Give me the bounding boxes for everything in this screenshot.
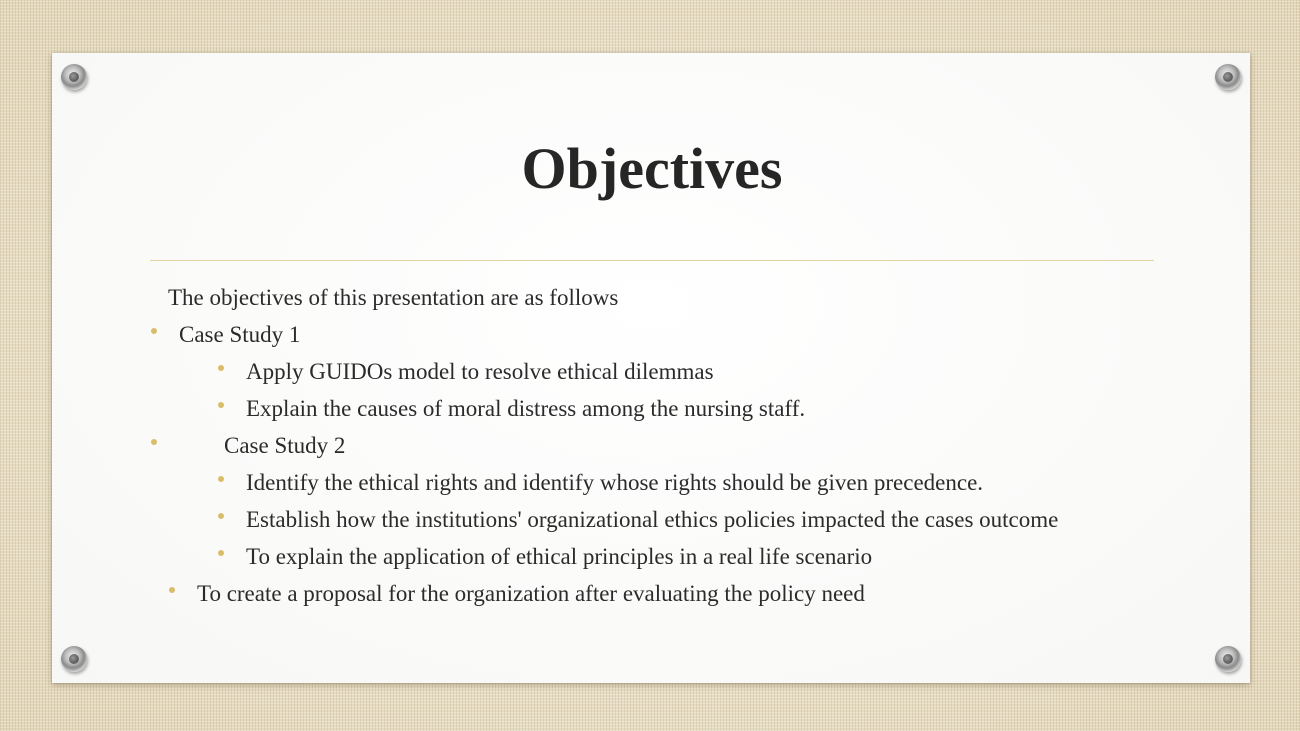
list-item-case-study-1: Case Study 1 — [179, 322, 301, 347]
bullet-icon — [151, 439, 157, 445]
intro-text: The objectives of this presentation are as follows — [168, 285, 619, 310]
pushpin-bottom-right-icon — [1215, 646, 1241, 672]
bullet-icon — [218, 365, 224, 371]
bullet-icon — [169, 587, 175, 593]
list-item-sub: Apply GUIDOs model to resolve ethical dilemmas — [246, 359, 714, 384]
list-item-sub: Identify the ethical rights and identify whose rights should be given precedence. — [246, 470, 984, 495]
list-item-case-study-2: Case Study 2 — [224, 433, 346, 458]
list-item-proposal: To create a proposal for the organization after evaluating the policy need — [197, 581, 865, 606]
list-item-sub: Establish how the institutions' organizational ethics policies impacted the cases outcome — [246, 507, 1059, 532]
pushpin-bottom-left-icon — [61, 646, 87, 672]
slide-title: Objectives — [521, 136, 783, 201]
list-item-sub: To explain the application of ethical principles in a real life scenario — [246, 544, 873, 569]
bullet-icon — [218, 513, 224, 519]
bullet-icon — [218, 476, 224, 482]
list-item-sub: Explain the causes of moral distress among the nursing staff. — [246, 396, 806, 421]
bullet-icon — [218, 550, 224, 556]
pushpin-top-left-icon — [61, 64, 87, 90]
bullet-icon — [218, 402, 224, 408]
bullet-icon — [151, 328, 157, 334]
title-divider — [150, 260, 1154, 261]
pushpin-top-right-icon — [1215, 64, 1241, 90]
